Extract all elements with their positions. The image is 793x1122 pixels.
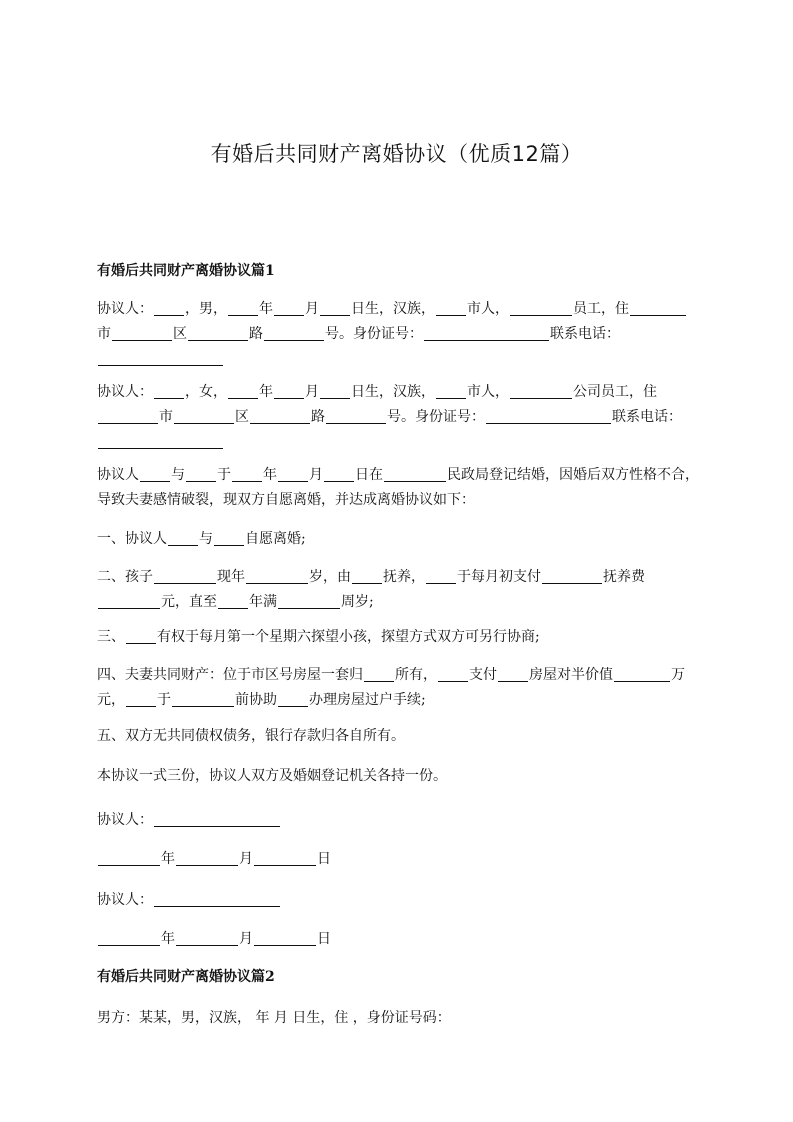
text-segment: 办理房屋过户手续; [309, 692, 426, 708]
blank-field [274, 299, 304, 316]
month-field [176, 849, 238, 866]
section-1-heading: 有婚后共同财产离婚协议篇1 [97, 263, 275, 279]
text-segment: 于 [217, 467, 231, 483]
year-field [98, 929, 160, 946]
section-2-first-line: 男方：某某，男，汉族， 年 月 日生，住 ，身份证号码： [97, 1010, 451, 1026]
day-field [254, 849, 316, 866]
text-segment: ，男， [185, 301, 227, 317]
blank-field [126, 690, 156, 707]
blank-field [98, 592, 160, 609]
copies-paragraph: 本协议一式三份，协议人双方及婚姻登记机关各持一份。 [97, 768, 447, 784]
text-segment: 有权于每月第一个星期六探望小孩，探望方式双方可另行协商; [157, 629, 540, 645]
blank-field [278, 465, 308, 482]
text-segment: 市人， [467, 384, 509, 400]
blank-field [154, 382, 184, 399]
blank-field [614, 665, 670, 682]
blank-field [436, 299, 466, 316]
text-segment: 日生，汉族， [351, 384, 435, 400]
text-segment: 市 [159, 409, 173, 425]
blank-field [510, 299, 572, 316]
text-segment: 所有， [395, 667, 437, 683]
blank-field [510, 382, 572, 399]
text-segment: 支付 [469, 667, 497, 683]
text-segment: 市人， [467, 301, 509, 317]
husband-info-paragraph [97, 297, 699, 372]
blank-field [326, 407, 386, 424]
text-segment: 路 [249, 326, 263, 342]
text-segment: 年满 [249, 594, 277, 610]
text-segment: 一、协议人 [97, 531, 167, 547]
text-segment: 月 [305, 301, 319, 317]
blank-field [630, 299, 686, 316]
text-segment: 市 [97, 326, 111, 342]
day-label: 日 [317, 931, 331, 947]
blank-field [320, 299, 350, 316]
text-segment: 前协助 [235, 692, 277, 708]
blank-field [426, 567, 456, 584]
blank-field [498, 665, 528, 682]
blank-field [364, 665, 394, 682]
blank-field [154, 299, 184, 316]
month-label: 月 [239, 931, 253, 947]
blank-field [542, 567, 602, 584]
blank-field [246, 567, 308, 584]
text-segment: 月 [309, 467, 323, 483]
year-field [98, 849, 160, 866]
blank-field [126, 627, 156, 644]
signature-field [154, 810, 280, 827]
blank-field [98, 432, 223, 449]
text-segment: 元，直至 [161, 594, 217, 610]
text-segment: 抚养， [383, 569, 425, 585]
text-segment: 联系电话： [612, 409, 682, 425]
text-segment: 员工，住 [573, 301, 629, 317]
text-segment: 公司员工，住 [573, 384, 657, 400]
text-segment: 现年 [217, 569, 245, 585]
text-segment: 于 [157, 692, 171, 708]
signature-label: 协议人： [97, 892, 153, 908]
text-segment: 协议人： [97, 384, 153, 400]
text-segment: 协议人： [97, 301, 153, 317]
blank-field [112, 324, 172, 341]
day-field [254, 929, 316, 946]
text-segment: 联系电话： [550, 326, 620, 342]
blank-field [324, 465, 354, 482]
signature-line-1 [97, 808, 699, 833]
blank-field [250, 407, 310, 424]
blank-field [228, 299, 258, 316]
blank-field [264, 324, 324, 341]
blank-field [214, 529, 244, 546]
text-segment: 日在 [355, 467, 383, 483]
blank-field [98, 349, 223, 366]
section-2-heading: 有婚后共同财产离婚协议篇2 [97, 969, 275, 985]
text-segment: 与 [199, 531, 213, 547]
text-segment: 民政局登记结婚，因婚后双方性格不合，导致夫妻感情破裂，现双方自愿离婚，并达成离婚协议如下： [97, 467, 699, 508]
blank-field [154, 567, 216, 584]
blank-field [186, 465, 216, 482]
text-segment: 自愿离婚; [245, 531, 306, 547]
text-segment: ，女， [185, 384, 227, 400]
blank-field [140, 465, 170, 482]
blank-field [486, 407, 611, 424]
blank-field [424, 324, 549, 341]
blank-field [320, 382, 350, 399]
blank-field [218, 592, 248, 609]
blank-field [436, 382, 466, 399]
text-segment: 于每月初支付 [457, 569, 541, 585]
text-segment: 年 [259, 301, 273, 317]
blank-field [232, 465, 262, 482]
text-segment: 四、夫妻共同财产：位于市区号房屋一套归 [97, 667, 363, 683]
text-segment: 周岁; [341, 594, 374, 610]
clause-2 [97, 565, 699, 615]
text-segment: 与 [171, 467, 185, 483]
clause-1 [97, 527, 699, 552]
blank-field [98, 407, 158, 424]
document-title: 有婚后共同财产离婚协议（优质12篇） [210, 142, 583, 166]
text-segment: 万元， [97, 667, 685, 708]
text-segment: 日生，汉族， [351, 301, 435, 317]
text-segment: 区 [235, 409, 249, 425]
text-segment: 抚养费 [603, 569, 645, 585]
clause-3 [97, 625, 699, 650]
signature-line-2 [97, 888, 699, 913]
blank-field [174, 407, 234, 424]
month-field [176, 929, 238, 946]
signature-label: 协议人： [97, 812, 153, 828]
text-segment: 年 [259, 384, 273, 400]
text-segment: 年 [263, 467, 277, 483]
text-segment: 岁，由 [309, 569, 351, 585]
clause-5: 五、双方无共同债权债务，银行存款归各自所有。 [97, 728, 405, 744]
blank-field [274, 382, 304, 399]
blank-field [172, 690, 234, 707]
year-label: 年 [161, 851, 175, 867]
day-label: 日 [317, 851, 331, 867]
text-segment: 二、孩子 [97, 569, 153, 585]
date-line-1 [97, 847, 699, 872]
text-segment: 三、 [97, 629, 125, 645]
clause-4 [97, 663, 699, 713]
text-segment: 号。身份证号： [387, 409, 485, 425]
text-segment: 区 [173, 326, 187, 342]
blank-field [228, 382, 258, 399]
text-segment: 号。身份证号： [325, 326, 423, 342]
text-segment: 协议人 [97, 467, 139, 483]
blank-field [278, 690, 308, 707]
blank-field [352, 567, 382, 584]
text-segment: 房屋对半价值 [529, 667, 613, 683]
marriage-paragraph [97, 463, 699, 513]
date-line-2 [97, 927, 699, 952]
blank-field [278, 592, 340, 609]
year-label: 年 [161, 931, 175, 947]
text-segment: 月 [305, 384, 319, 400]
month-label: 月 [239, 851, 253, 867]
signature-field [154, 890, 280, 907]
blank-field [188, 324, 248, 341]
blank-field [168, 529, 198, 546]
text-segment: 路 [311, 409, 325, 425]
wife-info-paragraph [97, 380, 699, 455]
blank-field [438, 665, 468, 682]
blank-field [384, 465, 446, 482]
